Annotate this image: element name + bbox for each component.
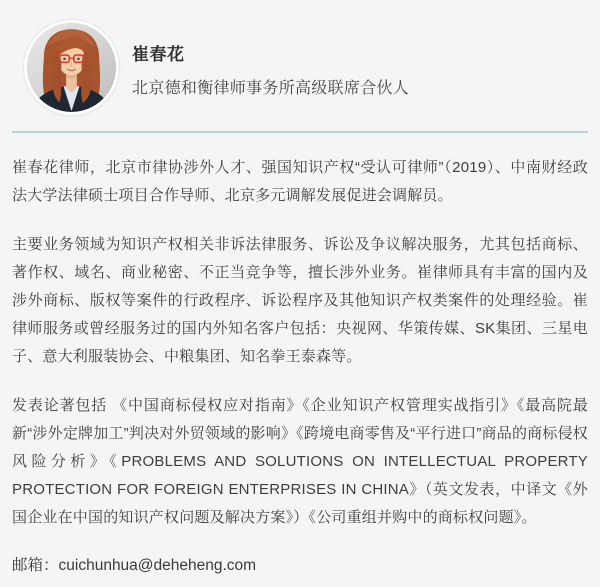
- profile-title: 北京德和衡律师事务所高级联席合伙人: [132, 79, 410, 97]
- email-label: 邮箱：: [12, 557, 59, 574]
- bio-paragraph-practice-areas: 主要业务领域为知识产权相关非诉法律服务、诉讼及争议解决服务，尤其包括商标、著作权、域名、商业秘密、不正当竞争等，擅长涉外业务。崔律师具有丰富的国内及涉外商标、版权等案件的行政程序、诉讼程序及其他知识产权类案件的处理经验。崔律师服务或曾经服务过的国内外知名客户包括：央视网、华策传媒、SK集团、三星电子、意大利服装协会、中粮集团、知名拳王泰森等。: [12, 236, 588, 365]
- portrait-photo: [27, 23, 116, 112]
- bio-paragraph-publications: 发表论著包括 《中国商标侵权应对指南》《企业知识产权管理实战指引》《最高院最新“涉外定牌加工”判决对外贸领域的影响》《跨境电商零售及“平行进口”商品的商标侵权风险分析》《PROBLEMS AND SOLUTIONS ON INTELLECTUAL PROPERTY PROTECTION FOR FOREIGN ENTERPRISES IN CHINA》（英文发表，中译文《外国企业在中国的知识产权问题及解决方案》）《公司重组并购中的商标权问题》。: [12, 397, 588, 526]
- profile-header: [0, 0, 600, 131]
- bio-section: [0, 154, 600, 587]
- header-divider: [12, 131, 588, 133]
- avatar: [24, 20, 119, 115]
- bio-paragraph-credentials: 崔春花律师，北京市律协涉外人才、强国知识产权“受认可律师”（2019）、中南财经政法大学法律硕士项目合作导师、北京多元调解发展促进会调解员。: [12, 159, 588, 204]
- profile-name: 崔春花: [132, 44, 185, 64]
- identity-block: [132, 38, 409, 98]
- contact-email-row: [12, 555, 588, 577]
- email-address: cuichunhua@deheheng.com: [58, 557, 257, 574]
